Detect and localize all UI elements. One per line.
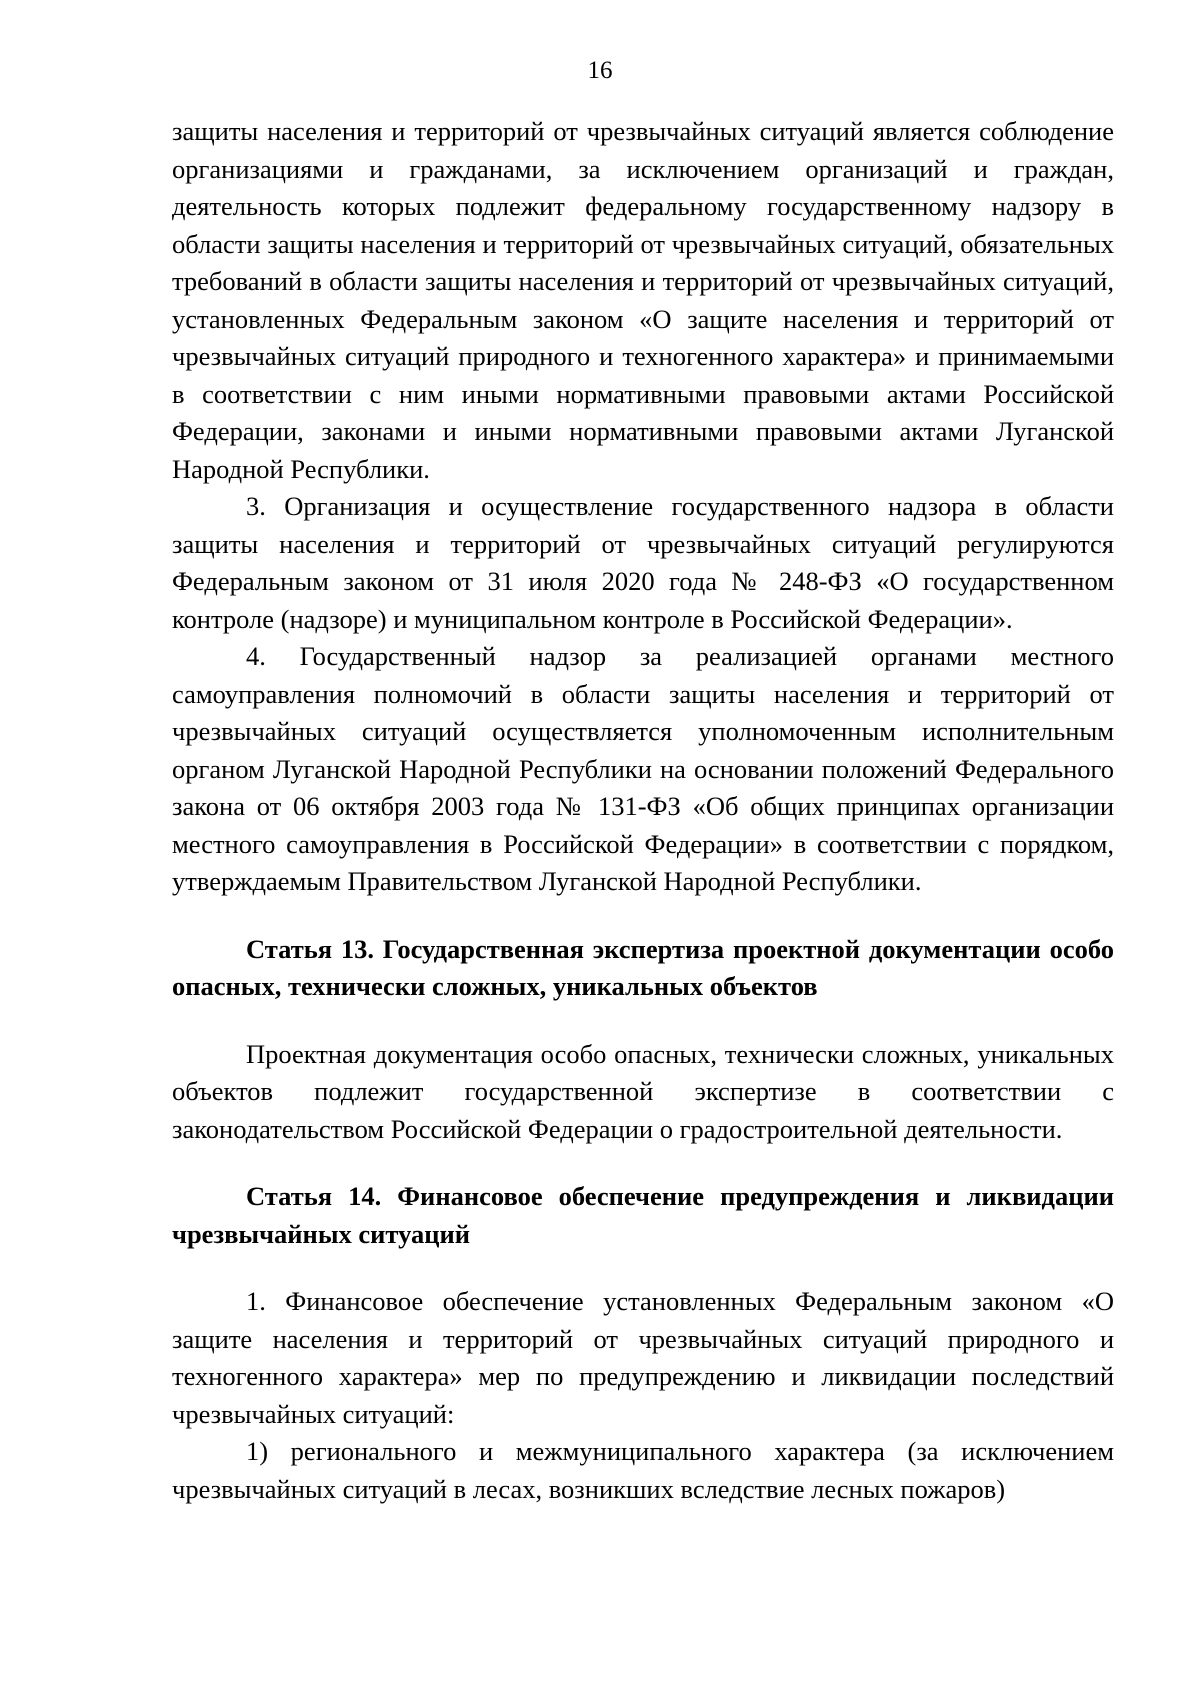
article-14-subitem-1: 1) регионального и межмуниципального характера (за исключением чрезвычайных ситуаций в лесах, возникших вследствие лесных пожаров) <box>172 1436 1114 1504</box>
paragraph-item-3: 3. Организация и осуществление государственного надзора в области защиты населения и территорий от чрезвычайных ситуаций регулируются Федеральным законом от 31 июля 2020 года № 248-ФЗ «О государственном контроле (надзоре) и муниципальном контроле в Российской Федерации». <box>172 491 1114 634</box>
page-number: 16 <box>587 57 613 84</box>
paragraph-continuation: защиты населения и территорий от чрезвычайных ситуаций является соблюдение организациями и гражданами, за исключением организаций и граждан, деятельность которых подлежит федеральному государственному надзору в области защиты населения и территорий от чрезвычайных ситуаций, обязательных требований в области защиты населения и территорий от чрезвычайных ситуаций, установленных Федеральным законом «О защите населения и территорий от чрезвычайных ситуаций природного и техногенного характера» и принимаемыми в соответствии с ним иными нормативными правовыми актами Российской Федерации, законами и иными нормативными правовыми актами Луганской Народной Республики. <box>172 116 1114 484</box>
document-body <box>172 113 1114 1508</box>
article-13-heading: Статья 13. Государственная экспертиза проектной документации особо опасных, технически сложных, уникальных объектов <box>172 933 1114 1001</box>
paragraph-item-4: 4. Государственный надзор за реализацией органами местного самоуправления полномочий в области защиты населения и территорий от чрезвычайных ситуаций осуществляется уполномоченным исполнительным органом Луганской Народной Республики на основании положений Федерального закона от 06 октября 2003 года № 131-ФЗ «Об общих принципах организации местного самоуправления в Российской Федерации» в соответствии с порядком, утверждаемым Правительством Луганской Народной Республики. <box>172 641 1114 896</box>
article-13-body: Проектная документация особо опасных, технически сложных, уникальных объектов подлежит государственной экспертизе в соответствии с законодательством Российской Федерации о градостроительной деятельности. <box>172 1038 1114 1144</box>
article-14-heading: Статья 14. Финансовое обеспечение предупреждения и ликвидации чрезвычайных ситуаций <box>172 1181 1114 1249</box>
article-14-item-1: 1. Финансовое обеспечение установленных Федеральным законом «О защите населения и территорий от чрезвычайных ситуаций природного и техногенного характера» мер по предупреждению и ликвидации последствий чрезвычайных ситуаций: <box>172 1286 1114 1429</box>
